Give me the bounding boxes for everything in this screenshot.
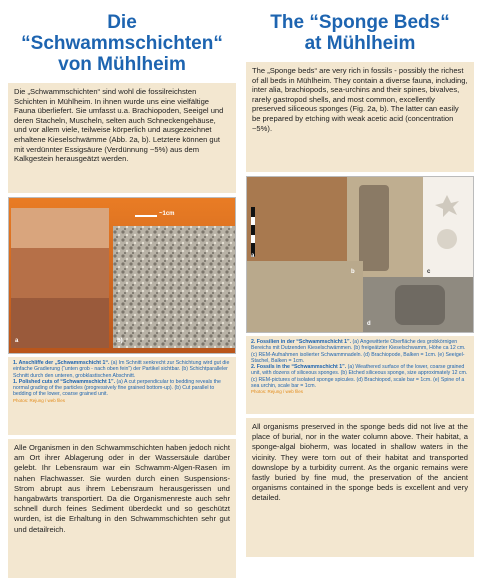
german-title-line1: Die “Schwammschichten“ <box>21 12 223 54</box>
caption-en-title: 2. Fossils in the “Schwammschicht 1”. <box>251 364 347 371</box>
caption-en-text: (a) Weathered surface of the lower, coarse grained unit, with dozens of siliceous sponges. (b) Etched siliceous sponge, size approximately 12 cm. (c) REM-pictures of isolated sponge spicules. (d) Brachiopod, scale bar = 1cm. (e) Spine of a sea urchin, scale bar = 1cm. <box>251 364 468 390</box>
figure-label-a: a <box>251 253 255 259</box>
fossils-image <box>247 177 474 332</box>
photo-credit: Photos: Rejung / web files <box>251 389 304 395</box>
english-intro-panel <box>246 62 474 172</box>
english-figure-caption <box>246 336 474 414</box>
caption-en-text: (a) A cut perpendicular to bedding reveals the normal grading of the particles (progressively fine grained bottom-up). (b) Cut parallel to bedding of the lower, coarse grained unit. <box>13 378 221 398</box>
caption-de <box>251 339 469 364</box>
english-body-panel <box>246 418 474 557</box>
caption-en-title: 1. Polished cuts of “Schwammschicht 1”. <box>13 378 116 385</box>
english-title-line1: The “Sponge Beds“ <box>270 12 450 33</box>
figure-label-a: a <box>15 338 19 344</box>
english-body-text: All organisms preserved in the sponge beds did not live at the place of burial, nor in the water column above. Their habitat, a sponge-algal bioherm, was located in shallow waters in the vicinity. They were torn out of their habitat and transported downslope by a turbidity current. As the organic remains were fastly buried by fine mud, the preservation of the ancient organisms contained in the sponge beds is excellent and very detailed. <box>252 422 468 503</box>
caption-de-title: 1. Anschliffe der „Schwammschicht 1“. <box>13 360 110 366</box>
polished-cuts-image <box>9 198 236 353</box>
fossils-figure <box>246 176 474 333</box>
figure-label-c: c <box>427 269 431 275</box>
caption-de-title: 2. Fossilien in der “Schwammschicht 1”. <box>251 339 352 345</box>
figure-label-d: d <box>367 321 371 327</box>
english-intro-text: The „Sponge beds“ are very rich in fossils - possibly the richest of all beds in Mühlheim. They contain a diverse fauna, including, inter alia, brachiopods, sea-urchins and their spines, bivalves, rarely gastropod shells, and most common, excellently preserved siliceous sponges (Fig. 2a, b). The latter can easily be prepared by etching with weak acetic acid (concentration ~5%). <box>252 66 468 133</box>
caption-en <box>13 379 231 398</box>
german-title <box>8 12 236 75</box>
german-figure-caption <box>8 357 236 435</box>
caption-de-text: (a) Im Schnitt senkrecht zur Schichtung wird gut die einfache Gradierung (“unten grob - nach oben fein”) der Partikel sichtbar. (b) Schichtparalleler Schnitt durch den unteren, grobklastischen Abschnitt. <box>13 360 230 379</box>
caption-de <box>13 360 231 379</box>
english-title <box>246 12 474 54</box>
english-column <box>246 0 474 557</box>
german-intro-text: Die „Schwammschichten“ sind wohl die fossilreichsten Schichten in Mühlheim. In ihnen wurde uns eine vielfältige Fauna überliefert. Sie umfasst u.a. Brachiopoden, Seeigel und deren Stacheln, Muscheln, selten auch Schneckengehäuse, und vor allem viele, teilweise körperlich und ausgezeichnet erhaltene Kieselschwämme (Abb. 2a, b). Letztere können gut mit verdünnter Essigsäure (Verdünnung ~5%) aus dem Kalkgestein herausgeätzt werden. <box>14 87 224 164</box>
figure-label-b: b) <box>117 338 123 344</box>
photo-credit: Photos: Rejung / web files <box>13 397 66 403</box>
english-title-line2: at Mühlheim <box>304 33 416 54</box>
caption-de-text: (a) Angewitterte Oberfläche des grobkörnigen Bereichs mit Dutzenden Kieselschwämmen. (b) freigeätzter Kieselschwamm, Höhe ca 12 cm. (c) REM-Aufnahmen isolierter Schwammnadeln. (d) Brachiopode, Balken = 1cm. (e) Seeigel-Stachel, Balken = 1cm. <box>251 339 466 364</box>
german-title-line2: von Mühlheim <box>58 54 186 75</box>
polished-cuts-figure <box>8 197 236 354</box>
caption-en <box>251 364 469 389</box>
german-column <box>8 0 236 578</box>
figure-label-b: b <box>351 269 355 275</box>
german-body-text: Alle Organismen in den Schwammschichten haben jedoch nicht am Ort ihrer Ablagerung oder in der Wassersäule darüber gelebt. Ihr Lebensraum war ein Schwamm-Algen-Rasen im nahen Flachwasser. Sie wurden durch einen Suspensions-Strom abrupt aus ihrem Lebensraum herausgerissen und hangabwärts transportiert. Da die Organismenreste auch sehr schnell durch feines Sediment überdeckt und so geschützt wurden, ist die Erhaltung in den Schwammschichten sehr gut und detailreich. <box>14 443 230 534</box>
scale-label: ~1cm <box>159 211 175 217</box>
german-body-panel <box>8 439 236 578</box>
german-intro-panel <box>8 83 236 193</box>
